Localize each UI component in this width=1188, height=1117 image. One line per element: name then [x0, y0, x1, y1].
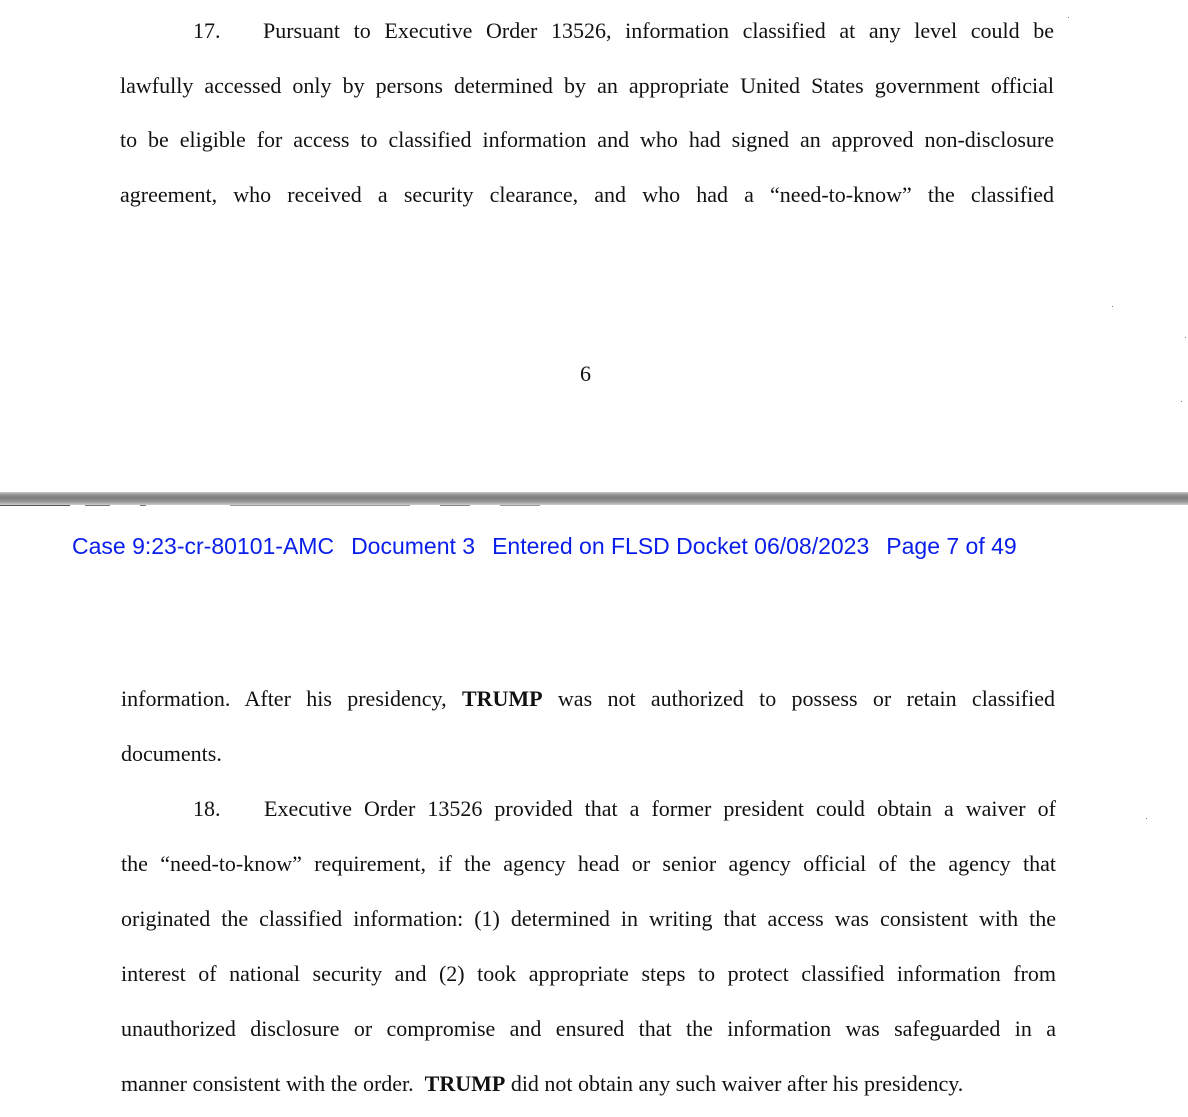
page-number: 6 — [580, 361, 591, 386]
paragraph-18-line-2: the “need-to-know” requirement, if the agency head or senior agency official of the agency that — [121, 851, 1056, 876]
text-run: did not obtain any such waiver after his presidency. — [505, 1071, 964, 1096]
paragraph-18-line-4: interest of national security and (2) took appropriate steps to protect classified information from — [121, 961, 1056, 986]
paragraph-17-line-4: agreement, who received a security clearance, and who had a “need-to-know” the classified — [120, 182, 1054, 207]
paragraph-17-continuation-line-1 — [121, 686, 1055, 712]
paragraph-18-line-5: unauthorized disclosure or compromise and ensured that the information was safeguarded in a — [121, 1016, 1056, 1041]
scan-speck — [1146, 818, 1147, 819]
case-number: Case 9:23-cr-80101-AMC — [72, 533, 335, 559]
paragraph-17-continuation-line-2: documents. — [121, 741, 222, 766]
scan-speck — [1181, 401, 1182, 402]
divider-scan-marks — [0, 505, 600, 508]
paragraph-17-number: 17. — [193, 18, 221, 43]
document-number: Document 3 — [351, 533, 476, 559]
text-run: was not authorized to possess or retain classified — [542, 686, 1056, 711]
scan-speck — [1068, 17, 1069, 18]
scan-speck — [1112, 306, 1113, 307]
page-divider — [0, 492, 1188, 505]
text-run: information. After his presidency, — [121, 686, 462, 711]
defendant-name: TRUMP — [424, 1071, 506, 1096]
defendant-name: TRUMP — [461, 686, 543, 711]
paragraph-17-line-1: Pursuant to Executive Order 13526, information classified at any level could be — [263, 18, 1054, 43]
paragraph-17-line-3: to be eligible for access to classified information and who had signed an approved non-disclosure — [120, 127, 1054, 152]
scan-speck — [1185, 337, 1186, 338]
paragraph-18-line-6 — [121, 1071, 963, 1097]
text-run: manner consistent with the order. — [121, 1071, 425, 1096]
paragraph-18-line-3: originated the classified information: (1) determined in writing that access was consistent with the — [121, 906, 1056, 931]
paragraph-17-line-2: lawfully accessed only by persons determined by an appropriate United States government official — [120, 73, 1054, 98]
paragraph-18-line-1: Executive Order 13526 provided that a former president could obtain a waiver of — [264, 796, 1056, 821]
page-count: Page 7 of 49 — [886, 533, 1017, 559]
paragraph-18-number: 18. — [193, 796, 221, 821]
docket-entry-date: Entered on FLSD Docket 06/08/2023 — [492, 533, 870, 559]
docket-header — [72, 532, 1017, 560]
